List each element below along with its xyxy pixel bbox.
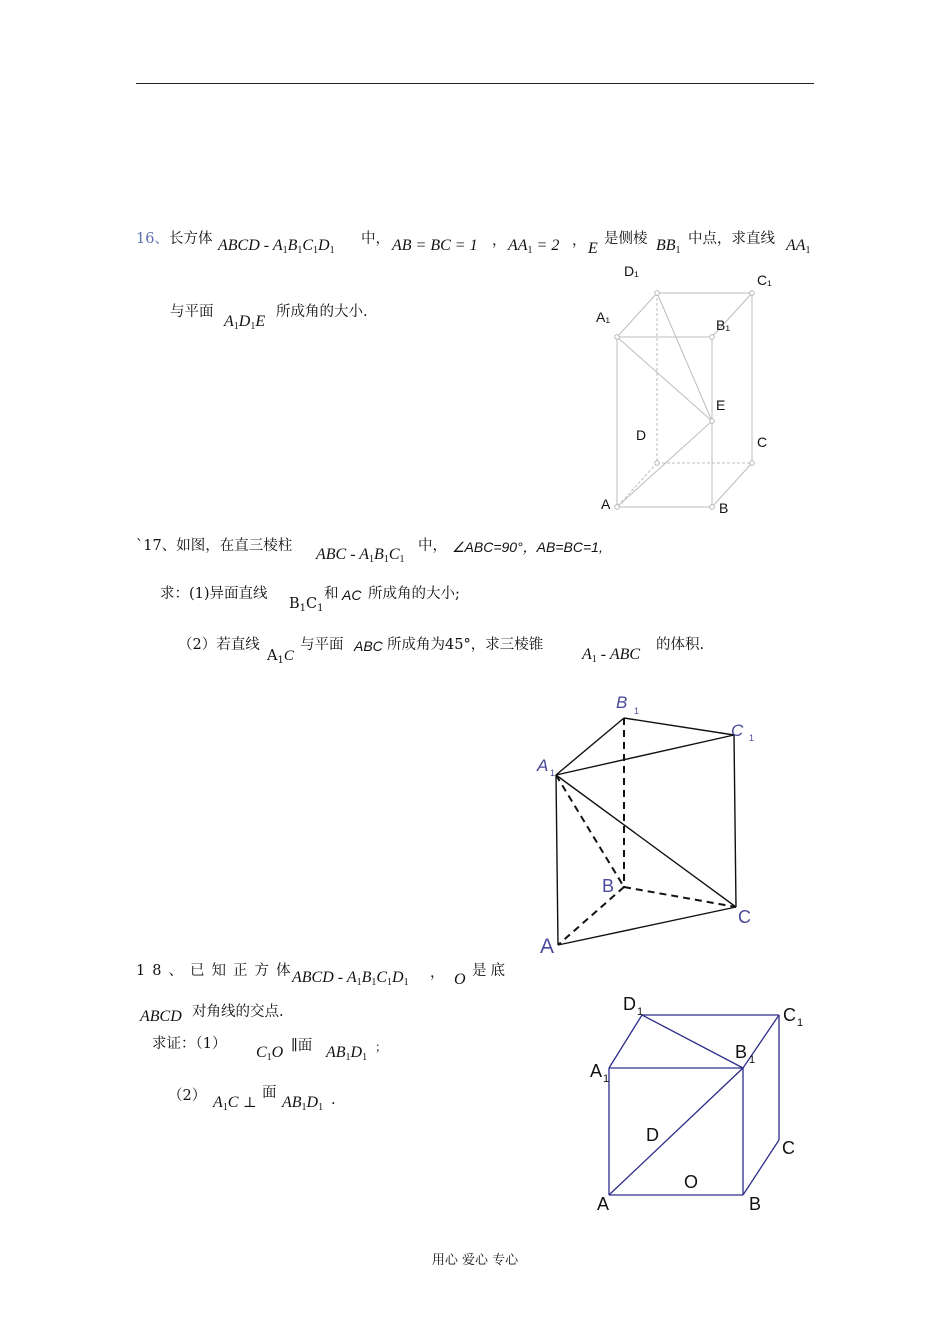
problem-18-comma: ， (430, 965, 445, 981)
problem-16-eq1: AB = BC = 1 (392, 237, 478, 254)
problem-16-comma1: ， (492, 233, 507, 249)
problem-16-expr: ABCD - A1B1C1D1 (218, 237, 335, 256)
fig16-label-D: D (636, 427, 647, 443)
problem-16-line1: 16、长方体 (136, 231, 213, 247)
problem-18-q2-mian: 面 (262, 1085, 277, 1101)
problem-18-O: O (454, 971, 466, 988)
problem-17-q1-e: 所成角的大小; (368, 586, 460, 602)
fig18-label-D: D (646, 1125, 659, 1145)
fig17-label-C1: C (731, 721, 744, 740)
problem-17-q2-e: 所成角为45°，求三棱锥 (387, 637, 544, 653)
fig16-label-D1: D₁ (624, 263, 639, 279)
fig17-label-B1: B (616, 693, 628, 712)
fig18-label-A1-sub: 1 (603, 1073, 610, 1085)
fig16-label-E: E (716, 397, 726, 413)
problem-16-BB1: BB1 (656, 237, 681, 256)
problem-16-AA1: AA1 (786, 237, 811, 256)
fig18-label-C1-sub: 1 (797, 1017, 804, 1029)
fig18-label-A1: A (590, 1061, 603, 1081)
fig18-label-B1: B (735, 1042, 748, 1062)
problem-17-A1C: $A_1C$ (267, 648, 294, 666)
problem-17-q1-and: 和 (324, 586, 339, 602)
fig17-label-C1-sub: 1 (749, 733, 755, 743)
fig17-label-A1: A (537, 756, 549, 775)
fig16-label-B: B (719, 500, 729, 516)
problem-18-t1: 是底 (472, 963, 509, 979)
problem-18-A1C: A1C (213, 1094, 239, 1113)
fig17-label-B: B (602, 876, 615, 896)
fig18-label-A: A (597, 1194, 610, 1214)
fig16-label-A1: A₁ (596, 309, 611, 325)
problem-16-t3: 中点，求直线 (688, 231, 775, 247)
problem-16-t4: 与平面 (170, 304, 214, 320)
problem-17-expr: ABC - A1B1C1 (316, 546, 405, 565)
problem-16-eq2: AA1 = 2 (508, 237, 560, 256)
fig16-label-C: C (757, 434, 768, 450)
problem-18-ABCD: ABCD (140, 1008, 182, 1025)
problem-17-B1C1: $B_1C_1$ (289, 596, 324, 614)
fig17-label-A1-sub: 1 (550, 768, 556, 778)
problem-18-q1-parallel: ∥面 (291, 1038, 313, 1054)
problem-16-plane: A1D1E (224, 313, 266, 332)
problem-17-zhong: 中， (418, 538, 447, 554)
problem-17-q2-h: 的体积. (656, 637, 705, 653)
fig16-label-B1: B₁ (716, 317, 731, 333)
problem-18-q1-semicolon: ； (375, 1040, 388, 1054)
fig18-label-D1: D (623, 994, 636, 1014)
fig17-label-C: C (738, 907, 751, 927)
problem-18-C1O: C1O (256, 1044, 284, 1063)
problem-17-q2-a: （2）若直线 (178, 637, 260, 653)
problem-18-AB1D1-b: AB1D1 (282, 1094, 324, 1113)
problem-17-q1-a: 求：(1)异面直线 (160, 586, 268, 602)
page-footer: 用心 爱心 专心 (431, 1253, 519, 1268)
problem-18-AB1D1-a: AB1D1 (326, 1044, 368, 1063)
problem-16-t5: 所成角的大小. (276, 304, 368, 320)
problem-17-AC: AC (342, 587, 362, 603)
problem-18-q1-a: 求证：（1） (152, 1036, 227, 1052)
problem-16-t2: 是侧棱 (604, 231, 648, 247)
problem-18-line1: 18、已知正方体 (136, 963, 298, 979)
problem-17-line1: `17、如图，在直三棱柱 (136, 538, 293, 554)
fig18-label-O: O (684, 1172, 699, 1192)
fig17-label-A: A (540, 935, 555, 958)
problem-18-q2-perp: ⊥ (243, 1095, 257, 1111)
problem-17-angle: ∠ABC=90°，AB=BC=1, (452, 539, 603, 555)
problem-18-expr: ABCD - A1B1C1D1 (292, 969, 409, 988)
problem-16-zhong: 中， (361, 231, 390, 247)
fig17-label-B1-sub: 1 (634, 706, 640, 716)
fig18-label-C: C (782, 1138, 795, 1158)
fig18-label-B1-sub: 1 (749, 1054, 756, 1066)
problem-18-q2-a: （2） (168, 1088, 207, 1104)
problem-17-ABC: ABC (354, 638, 383, 654)
problem-17-pyramid: A1 - ABC (582, 646, 641, 665)
problem-18-t2: 对角线的交点. (192, 1004, 284, 1020)
fig18-label-D1-sub: 1 (637, 1006, 644, 1018)
fig18-label-B: B (749, 1194, 762, 1214)
problem-16-E: E (588, 240, 598, 257)
problem-17-q2-d: 与平面 (300, 637, 344, 653)
problem-16-comma2: ， (572, 233, 587, 249)
problem-18-q2-period: . (331, 1092, 336, 1108)
fig18-label-C1: C (783, 1005, 796, 1025)
fig16-label-A: A (601, 496, 611, 512)
fig16-label-C1: C₁ (757, 272, 772, 288)
